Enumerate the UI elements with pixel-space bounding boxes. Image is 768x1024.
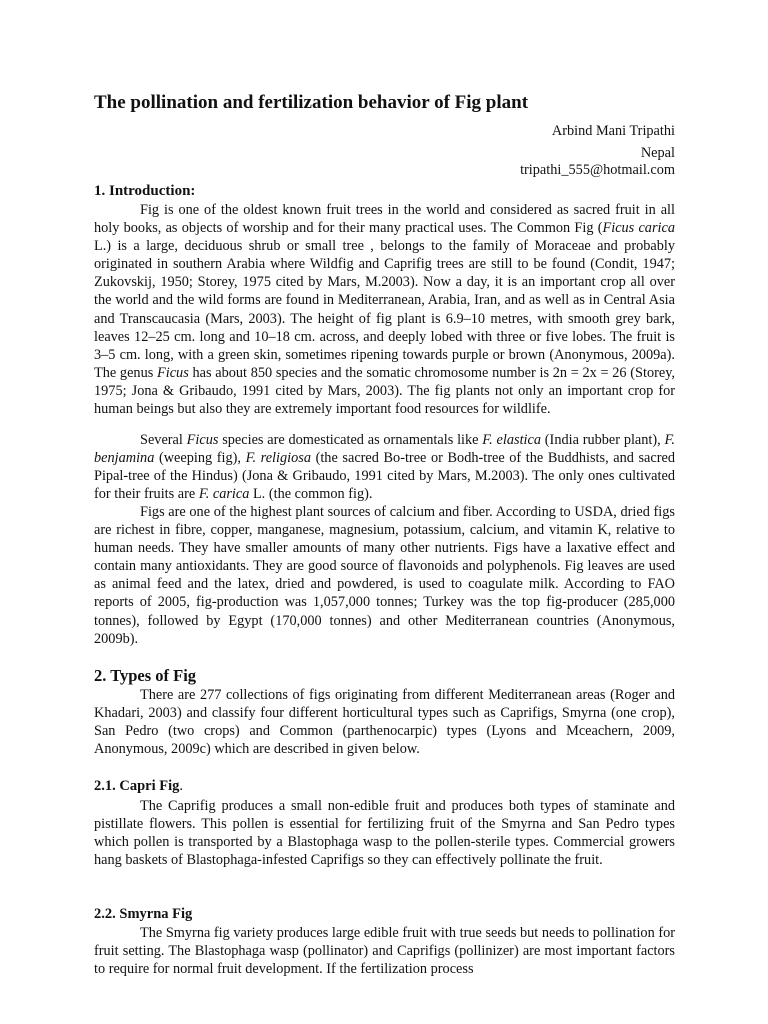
italic-genus-name: Ficus <box>186 432 219 448</box>
text-run: L.) is a large, deciduous shrub or small tree , belongs to the family of Moraceae and probably originated in southern Arabia where Wildfig and Caprifig trees are still to be found (Condit, 1947; Zukovskij, 1950; Storey, 1975 cited by Mars, M.2003). Now a day, it is an important crop all over the world and the wild forms are found in Mediterranean, Arabia, Iran, and as well as in Central Asia and Transcaucasia (Mars, 2003). The height of fig plant is 6.9–10 metres, with smooth grey bark, leaves 12–25 cm. long and 10–18 cm. across, and deeply lobed with three or five lobes. The fruit is 3–5 cm. long, with a green skin, sometimes ripening towards purple or brown (Anonymous, 2009a). The genus <box>94 238 675 381</box>
types-paragraph-1: There are 277 collections of figs originating from different Mediterranean areas (Roger and Khadari, 2003) and classify four different horticultural types such as Caprifigs, Smyrna (one crop), San Pedro (two crops) and Common (parthenocarpic) types (Lyons and Mceachern, 2009, Anonymous, 2009c) which are described in given below. <box>94 687 675 758</box>
text-run: L. (the common fig). <box>249 486 373 503</box>
intro-paragraph-1 <box>94 201 675 418</box>
intro-paragraph-3: Figs are one of the highest plant sources of calcium and fiber. According to USDA, dried figs are richest in fibre, copper, manganese, magnesium, potassium, calcium, and vitamin K, relative to human needs. They have smaller amounts of many other nutrients. Figs have a laxative effect and contain many antioxidants. They are good source of flavonoids and polyphenols. Fig leaves are used as animal feed and the latex, dried and powdered, is used to coagulate milk. According to FAO reports of 2005, fig-production was 1,057,000 tonnes; Turkey was the top fig-producer (285,000 tonnes), followed by Egypt (170,000 tonnes) and other Mediterranean countries (Anonymous, 2009b). <box>94 504 675 647</box>
italic-species-name: F. religiosa <box>245 450 311 467</box>
heading-dot: . <box>179 778 184 794</box>
heading-capri-fig <box>94 778 183 795</box>
author-name: Arbind Mani Tripathi <box>551 123 675 139</box>
italic-species-name: F. carica <box>198 486 250 503</box>
italic-species-name: Ficus carica <box>602 220 675 237</box>
text-run: has about 850 species and the somatic chromosome number is 2n = 2x = 26 (Storey, 1975; Jona & Gribaudo, 1991 cited by Mars, 2003). The fig plants not only an important crop for human beings but also they are extremely important food resources for wildlife. <box>94 364 675 418</box>
capri-paragraph-1: The Caprifig produces a small non-edible fruit and produces both types of staminate and pistillate flowers. This pollen is essential for fertilizing fruit of the Smyrna and San Pedro types which pollen is transported by a Blastophaga wasp to the pollen-sterile types. Commercial growers hang baskets of Blastophaga-infested Caprifigs so they can effectively pollinate the fruit. <box>94 798 675 869</box>
smyrna-paragraph-1: The Smyrna fig variety produces large edible fruit with true seeds but needs to pollination for fruit setting. The Blastophaga wasp (pollinator) and Caprifigs (pollinizer) are most important factors to require for normal fruit development. If the fertilization process <box>94 925 675 978</box>
text-run: species are domesticated as ornamentals like <box>218 432 483 448</box>
intro-paragraph-2 <box>94 431 675 503</box>
italic-species-name: F. elastica <box>482 432 542 448</box>
text-run: (weeping fig), <box>154 450 246 467</box>
heading-introduction: 1. Introduction: <box>94 183 196 199</box>
text-run: Several <box>140 432 187 448</box>
italic-species-name: F. benjamina <box>94 432 675 467</box>
italic-genus-name: Ficus <box>157 364 189 381</box>
heading-smyrna-fig: 2.2. Smyrna Fig <box>94 906 193 922</box>
heading-types-of-fig: 2. Types of Fig <box>94 666 197 685</box>
author-email: tripathi_555@hotmail.com <box>520 162 675 178</box>
heading-text: 2.1. Capri Fig <box>94 778 180 794</box>
text-run: (the sacred Bo-tree or Bodh-tree of the Buddhists, and sacred Pipal-tree of the Hindus) (Jona & Gribaudo, 1991 cited by Mars, M.2003). The only ones cultivated for their fruits are <box>94 450 675 503</box>
author-country: Nepal <box>640 145 675 161</box>
text-run: Fig is one of the oldest known fruit trees in the world and considered as sacred fruit in all holy books, as objects of worship and for their many practical uses. The Common Fig ( <box>94 202 675 237</box>
document-title: The pollination and fertilization behavior of Fig plant <box>94 92 529 113</box>
text-run: (India rubber plant), <box>541 432 665 448</box>
